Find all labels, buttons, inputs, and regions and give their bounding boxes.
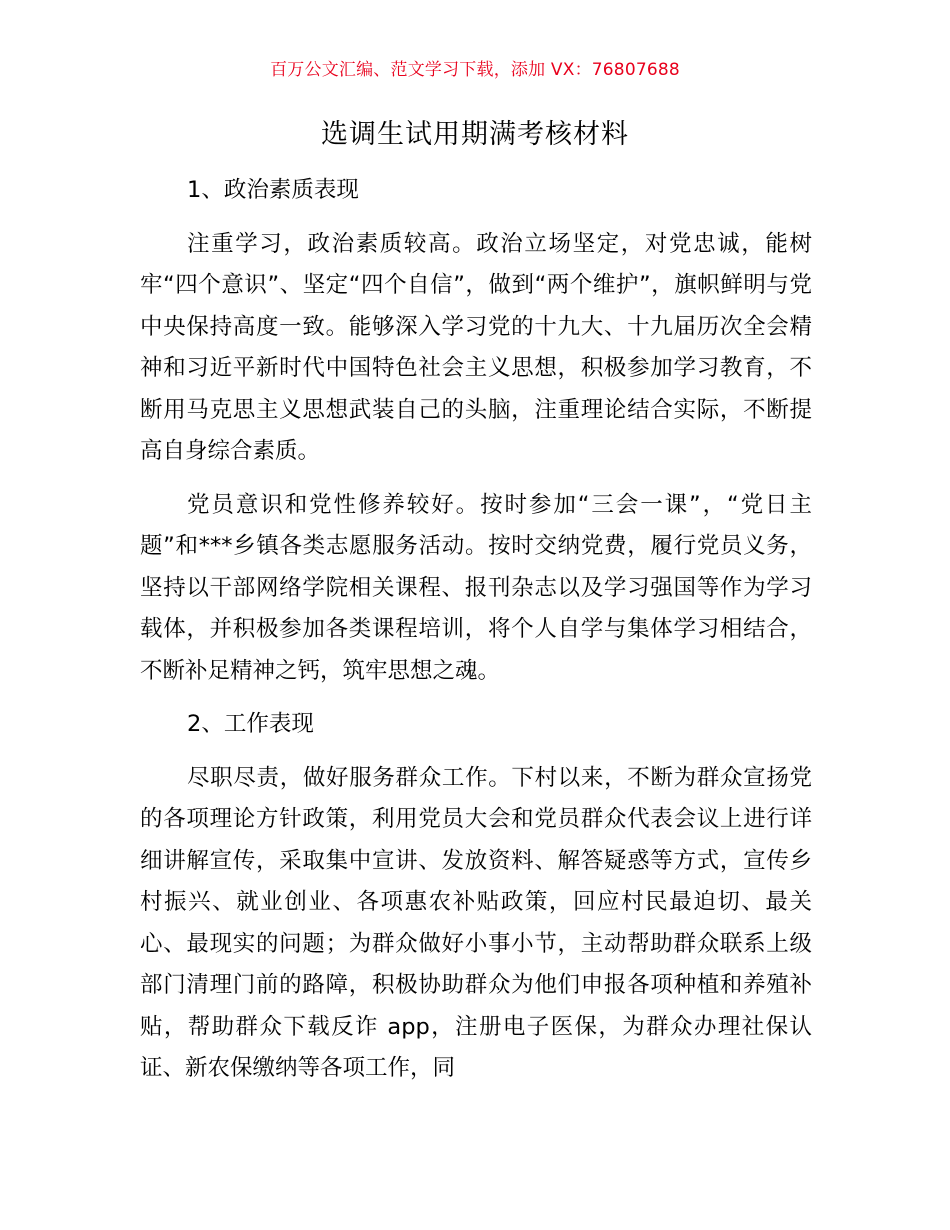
section-work [140,704,812,1090]
section-heading: 1、政治素质表现 [187,177,359,203]
paragraph: 党员意识和党性修养较好。按时参加“三会一课”，“党日主题”和***乡镇各类志愿服务活动。按时交纳党费，履行党员义务，坚持以干部网络学院相关课程、报刊杂志以及学习强国等作为学习载体，并积极参加各类课程培训，将个人自学与集体学习相结合，不断补足精神之钙，筑牢思想之魂。 [140,491,812,684]
paragraph: 注重学习，政治素质较高。政治立场坚定，对党忠诚，能树牢“四个意识”、坚定“四个自信”，做到“两个维护”，旗帜鲜明与党中央保持高度一致。能够深入学习党的十九大、十九届历次全会精神和习近平新时代中国特色社会主义思想，积极参加学习教育，不断用马克思主义思想武装自己的头脑，注重理论结合实际，不断提高自身综合素质。 [140,230,812,464]
section-heading: 2、工作表现 [187,711,314,737]
section-political [140,170,812,692]
paragraph: 尽职尽责，做好服务群众工作。下村以来，不断为群众宣扬党的各项理论方针政策，利用党员大会和党员群众代表会议上进行详细讲解宣传，采取集中宣讲、发放资料、解答疑惑等方式，宣传乡村振兴、就业创业、各项惠农补贴政策，回应村民最迫切、最关心、最现实的问题；为群众做好小事小节，主动帮助群众联系上级部门清理门前的路障，积极协助群众为他们申报各项种植和养殖补贴，帮助群众下载反诈 app，注册电子医保，为群众办理社保认证、新农保缴纳等各项工作，同 [140,764,812,1081]
watermark-header: 百万公文汇编、范文学习下载，添加 VX：76807688 [270,60,680,80]
document-body [140,170,812,1102]
document-title: 选调生试用期满考核材料 [321,119,629,150]
